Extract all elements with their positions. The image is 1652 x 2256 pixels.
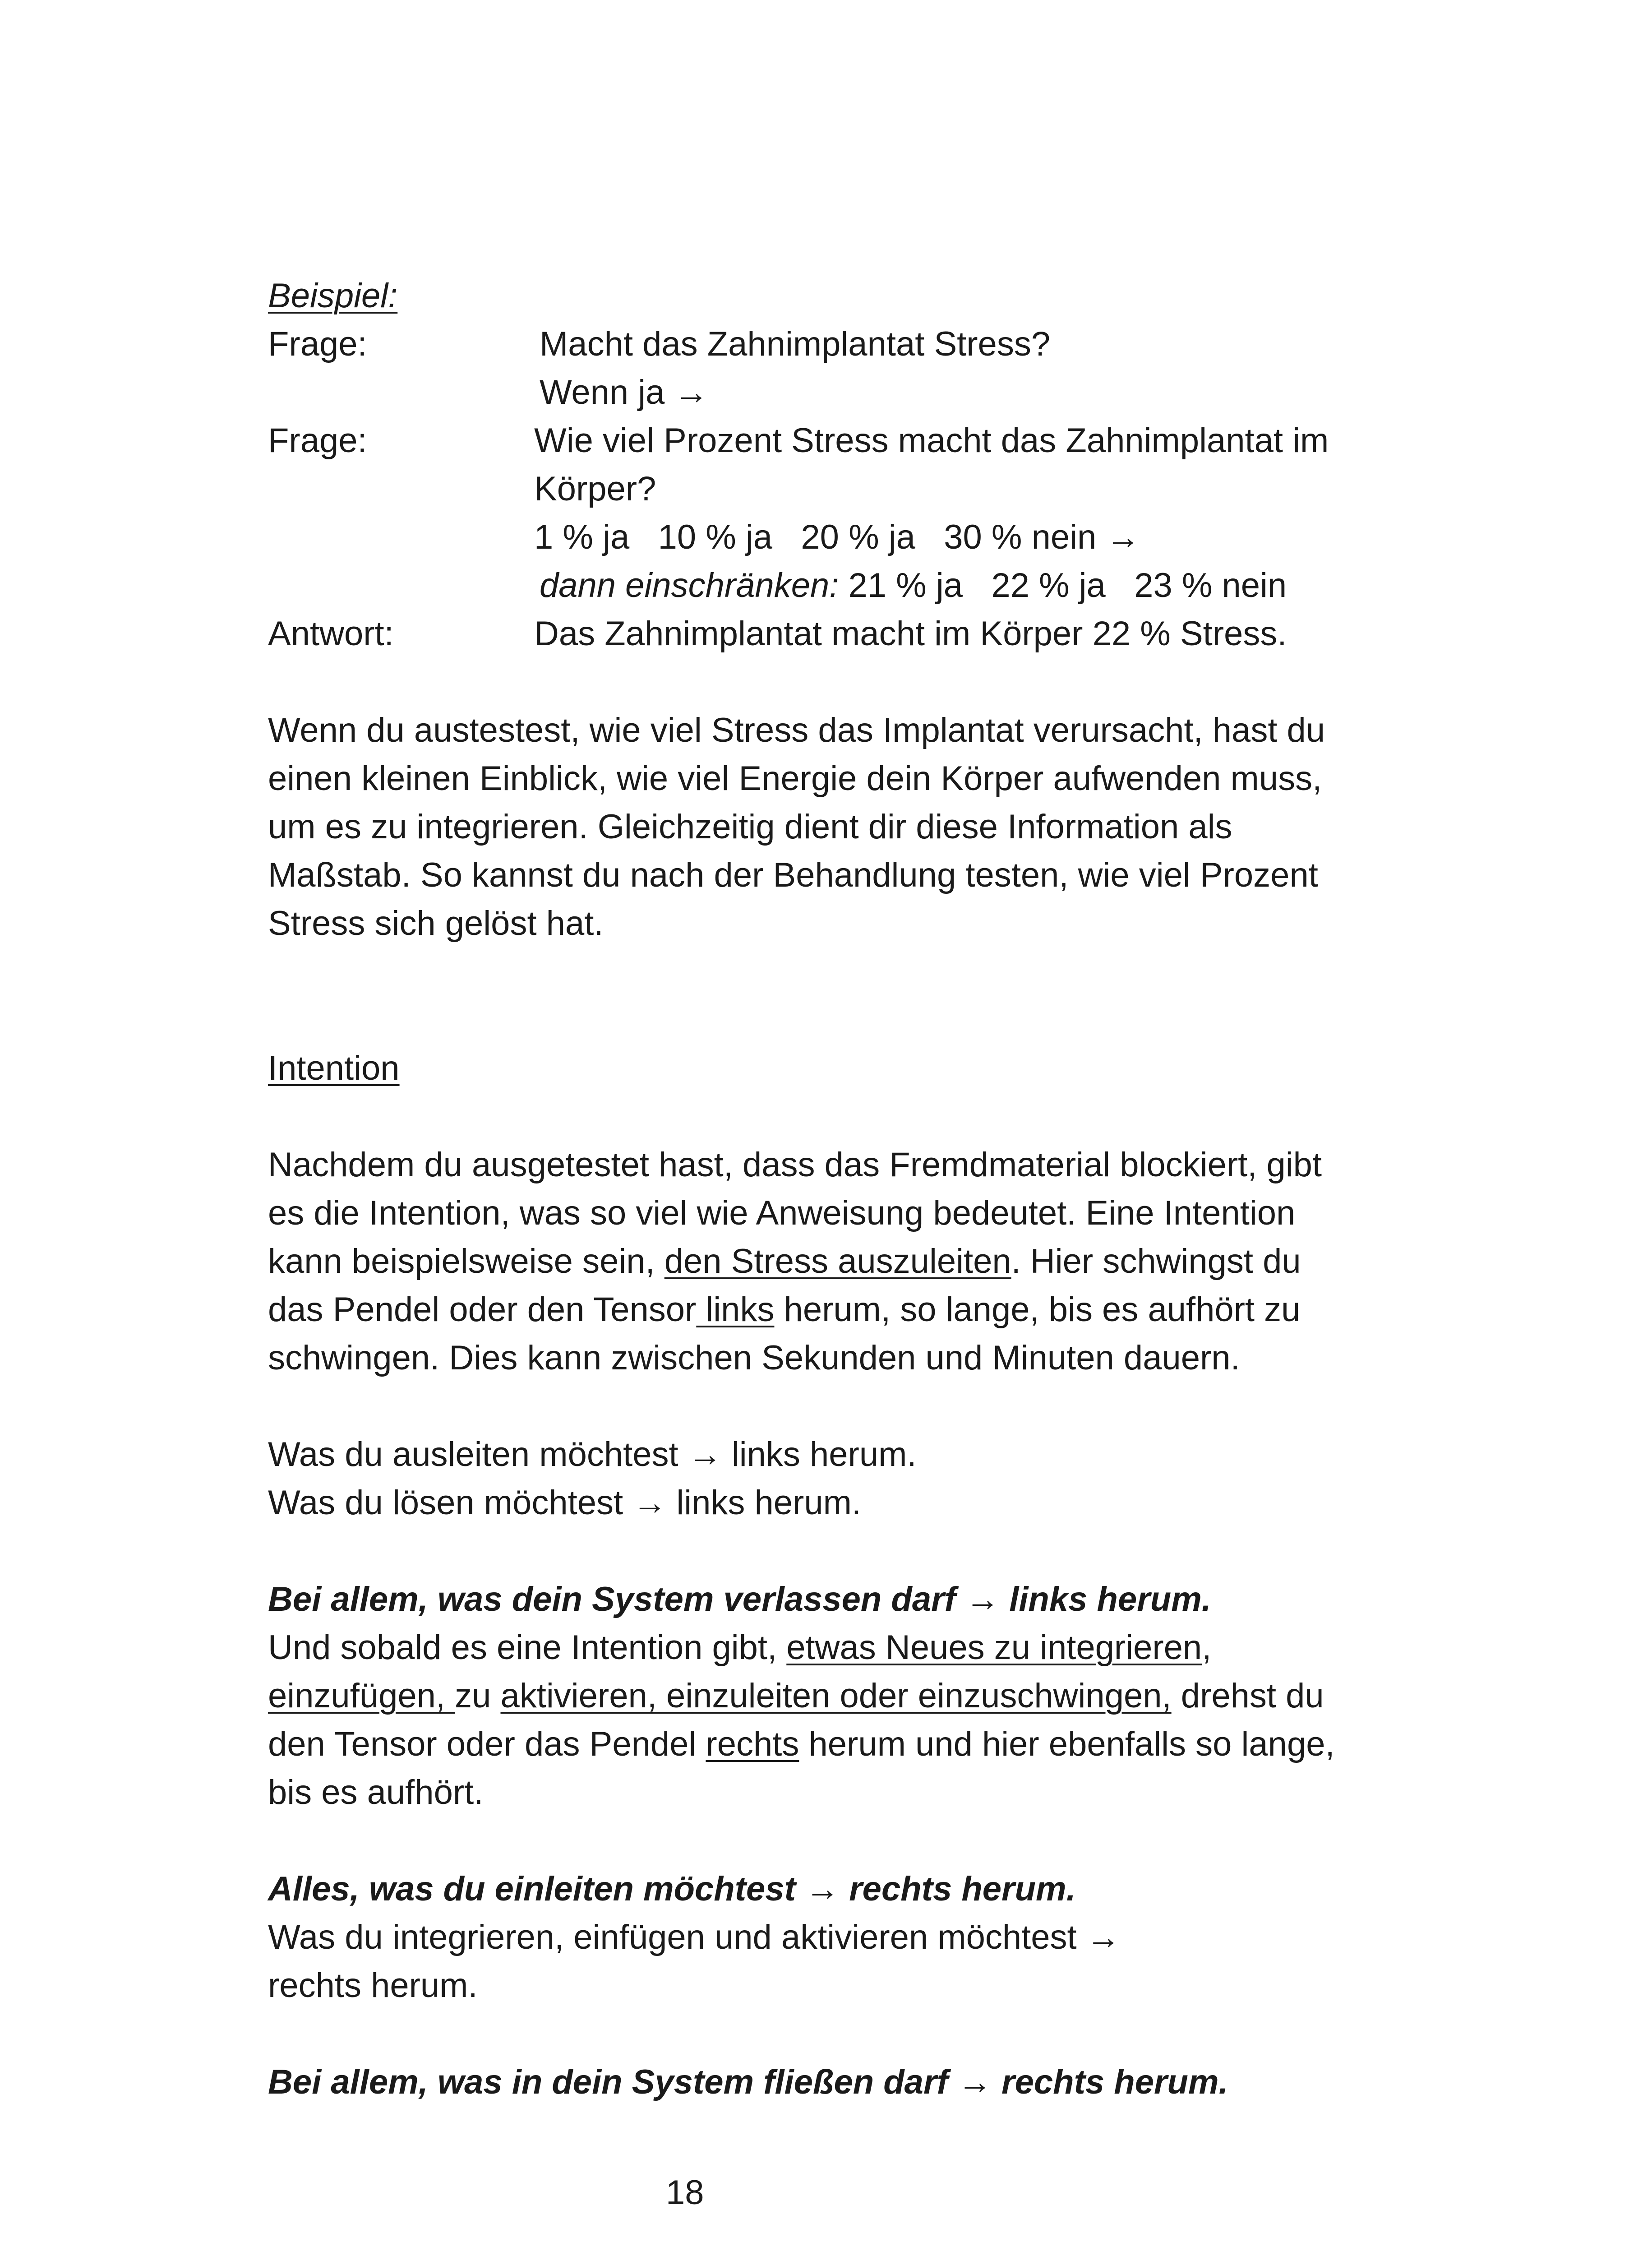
page-number: 18 [666,2173,704,2212]
text-segment: herum und hier ebenfalls so lange, [799,1725,1335,1763]
text-segment: den Tensor oder das Pendel [268,1725,706,1763]
underlined-text: aktivieren, einzuleiten oder einzuschwingen, [500,1677,1172,1715]
paragraph-line [268,1623,1423,1672]
paragraph-line: Stress sich gelöst hat. [268,904,604,943]
paragraph-line [268,1285,1423,1334]
paragraph-line: einen kleinen Einblick, wie viel Energie dein Körper aufwenden muss, [268,759,1322,798]
intention-heading: Intention [268,1049,400,1087]
rule-loesen: Was du lösen möchtest → links herum. [268,1484,862,1522]
narrow-label: dann einschränken: [540,566,839,605]
answer-label: Antwort: [268,615,394,653]
rule-integrieren-line2: rechts herum. [268,1966,478,2005]
question-2-text-line2: Körper? [534,470,656,508]
text-segment: zu [455,1677,501,1715]
integration-paragraph [268,1623,1423,1817]
paragraph-line: Maßstab. So kannst du nach der Behandlung testen, wie viel Prozent [268,856,1318,894]
question-1-text: Macht das Zahnimplantat Stress? [540,325,1051,363]
question-2-values: 1 % ja 10 % ja 20 % ja 30 % nein → [534,518,1140,556]
question-2-label: Frage: [268,421,367,460]
paragraph-line [268,1237,1423,1285]
example-heading: Beispiel: [268,277,398,315]
text-segment: das Pendel oder den Tensor [268,1290,697,1329]
paragraph-line: es die Intention, was so viel wie Anweisung bedeutet. Eine Intention [268,1194,1296,1232]
paragraph-line: schwingen. Dies kann zwischen Sekunden und Minuten dauern. [268,1339,1240,1377]
answer-text: Das Zahnimplantat macht im Körper 22 % Stress. [534,615,1287,653]
text-segment: , [1202,1628,1212,1667]
text-segment: drehst du [1171,1677,1324,1715]
paragraph-line: bis es aufhört. [268,1773,484,1812]
question-2-text-line1: Wie viel Prozent Stress macht das Zahnimplantat im [534,421,1329,460]
text-segment: herum, so lange, bis es aufhört zu [774,1290,1301,1329]
text-segment: Und sobald es eine Intention gibt, [268,1628,787,1667]
rule-ausleiten: Was du ausleiten möchtest → links herum. [268,1435,917,1474]
intention-paragraph [268,1141,1423,1382]
underlined-text: den Stress auszuleiten [664,1242,1011,1281]
question-2-narrow-line [540,561,1287,610]
text-segment: . Hier schwingst du [1011,1242,1301,1281]
underlined-text: etwas Neues zu integrieren [786,1628,1202,1667]
paragraph-stress-measure [268,706,1423,948]
narrow-values: 21 % ja 22 % ja 23 % nein [839,566,1287,605]
bold-rule-left: Bei allem, was dein System verlassen darf → links herum. [268,1580,1211,1618]
paragraph-line [268,1672,1423,1720]
underlined-text: rechts [706,1725,799,1763]
paragraph-line: Wenn du austestest, wie viel Stress das Implantat verursacht, hast du [268,711,1325,749]
question-1-label: Frage: [268,325,367,363]
paragraph-line: um es zu integrieren. Gleichzeitig dient dir diese Information als [268,808,1232,846]
underlined-text: einzufügen, [268,1677,455,1715]
bold-rule-right: Alles, was du einleiten möchtest → rechts herum. [268,1870,1076,1908]
paragraph-line: Nachdem du ausgetestet hast, dass das Fremdmaterial blockiert, gibt [268,1146,1322,1184]
text-segment: kann beispielsweise sein, [268,1242,664,1281]
paragraph-line [268,1720,1423,1768]
question-1-followup: Wenn ja → [540,373,709,411]
underlined-text: links [696,1290,775,1329]
bold-rule-flow: Bei allem, was in dein System fließen darf → rechts herum. [268,2063,1228,2101]
rule-integrieren-line1: Was du integrieren, einfügen und aktivieren möchtest → [268,1918,1121,1956]
